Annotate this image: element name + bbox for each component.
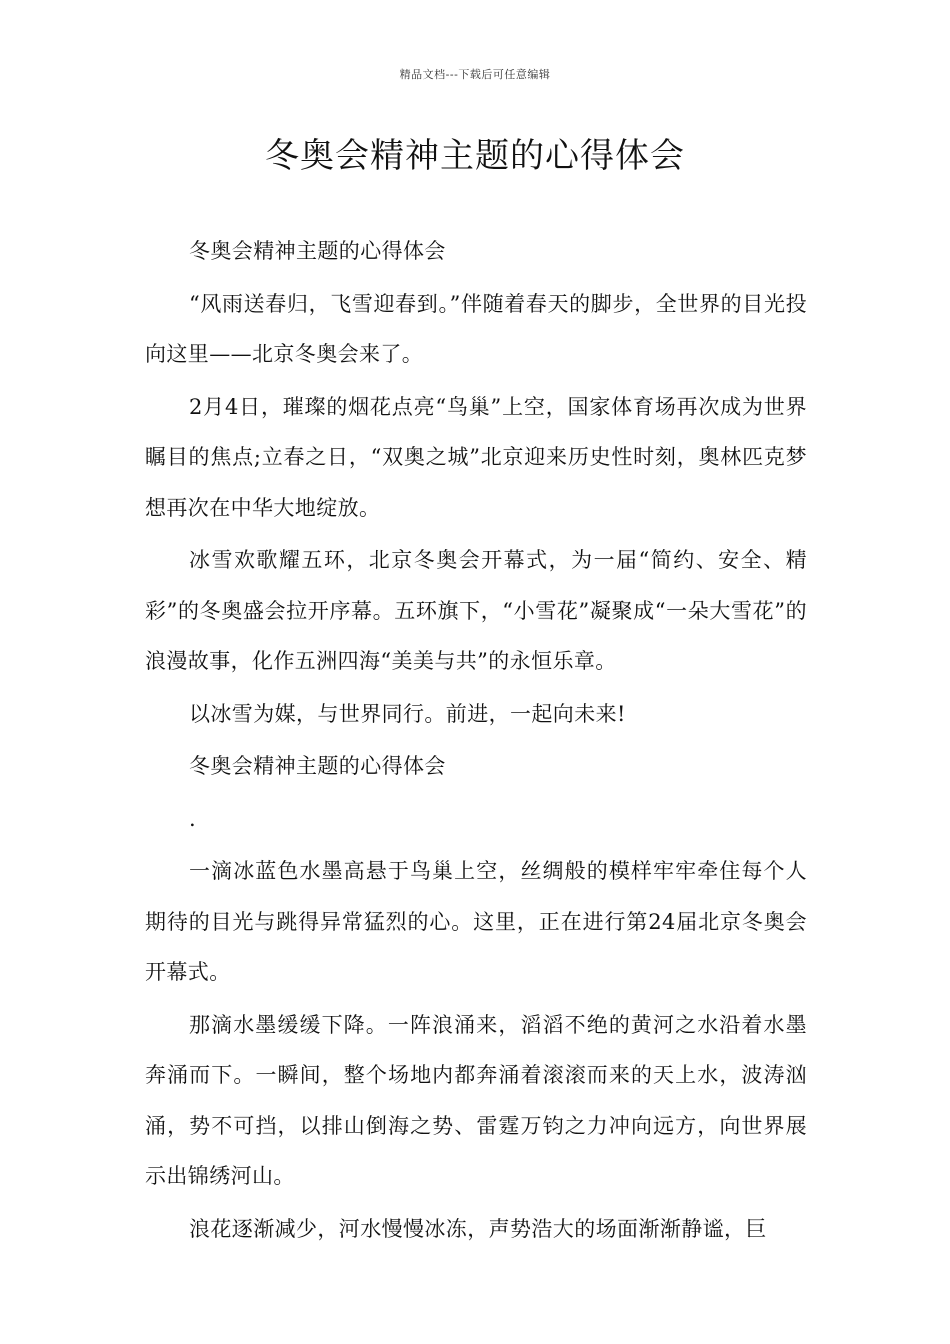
header-note: 精品文档---下载后可任意编辑 (399, 68, 551, 81)
paragraph: 一滴冰蓝色水墨高悬于鸟巢上空，丝绸般的模样牢牢牵住每个人期待的目光与跳得异常猛烈的心。这里，正在进行第24届北京冬奥会开幕式。 (145, 859, 807, 984)
document-body (145, 226, 807, 1256)
paragraph: “风雨送春归，飞雪迎春到。”伴随着春天的脚步，全世界的目光投向这里——北京冬奥会来了。 (145, 291, 807, 366)
document-title: 冬奥会精神主题的心得体会 (265, 136, 685, 176)
paragraph: 以冰雪为媒，与世界同行。前进，一起向未来! (189, 701, 626, 726)
paragraph: 2月4日，璀璨的烟花点亮“鸟巢”上空，国家体育场再次成为世界瞩目的焦点;立春之日，“双奥之城”北京迎来历史性时刻，奥林匹克梦想再次在中华大地绽放。 (145, 394, 807, 520)
paragraph: 那滴水墨缓缓下降。一阵浪涌来，滔滔不绝的黄河之水沿着水墨奔涌而下。一瞬间，整个场地内都奔涌着滚滚而来的天上水，波涛汹涌，势不可挡，以排山倒海之势、雷霆万钧之力冲向远方，向世界展示出锦绣河山。 (145, 1012, 807, 1188)
paragraph: 冰雪欢歌耀五环，北京冬奥会开幕式，为一届“简约、安全、精彩”的冬奥盛会拉开序幕。五环旗下，“小雪花”凝聚成“一朵大雪花”的浪漫故事，化作五洲四海“美美与共”的永恒乐章。 (145, 548, 807, 673)
paragraph: 冬奥会精神主题的心得体会 (189, 239, 446, 263)
paragraph: 浪花逐渐减少，河水慢慢冰冻，声势浩大的场面渐渐静谧，巨 (189, 1216, 767, 1241)
paragraph: . (189, 806, 197, 831)
paragraph: 冬奥会精神主题的心得体会 (189, 754, 446, 778)
